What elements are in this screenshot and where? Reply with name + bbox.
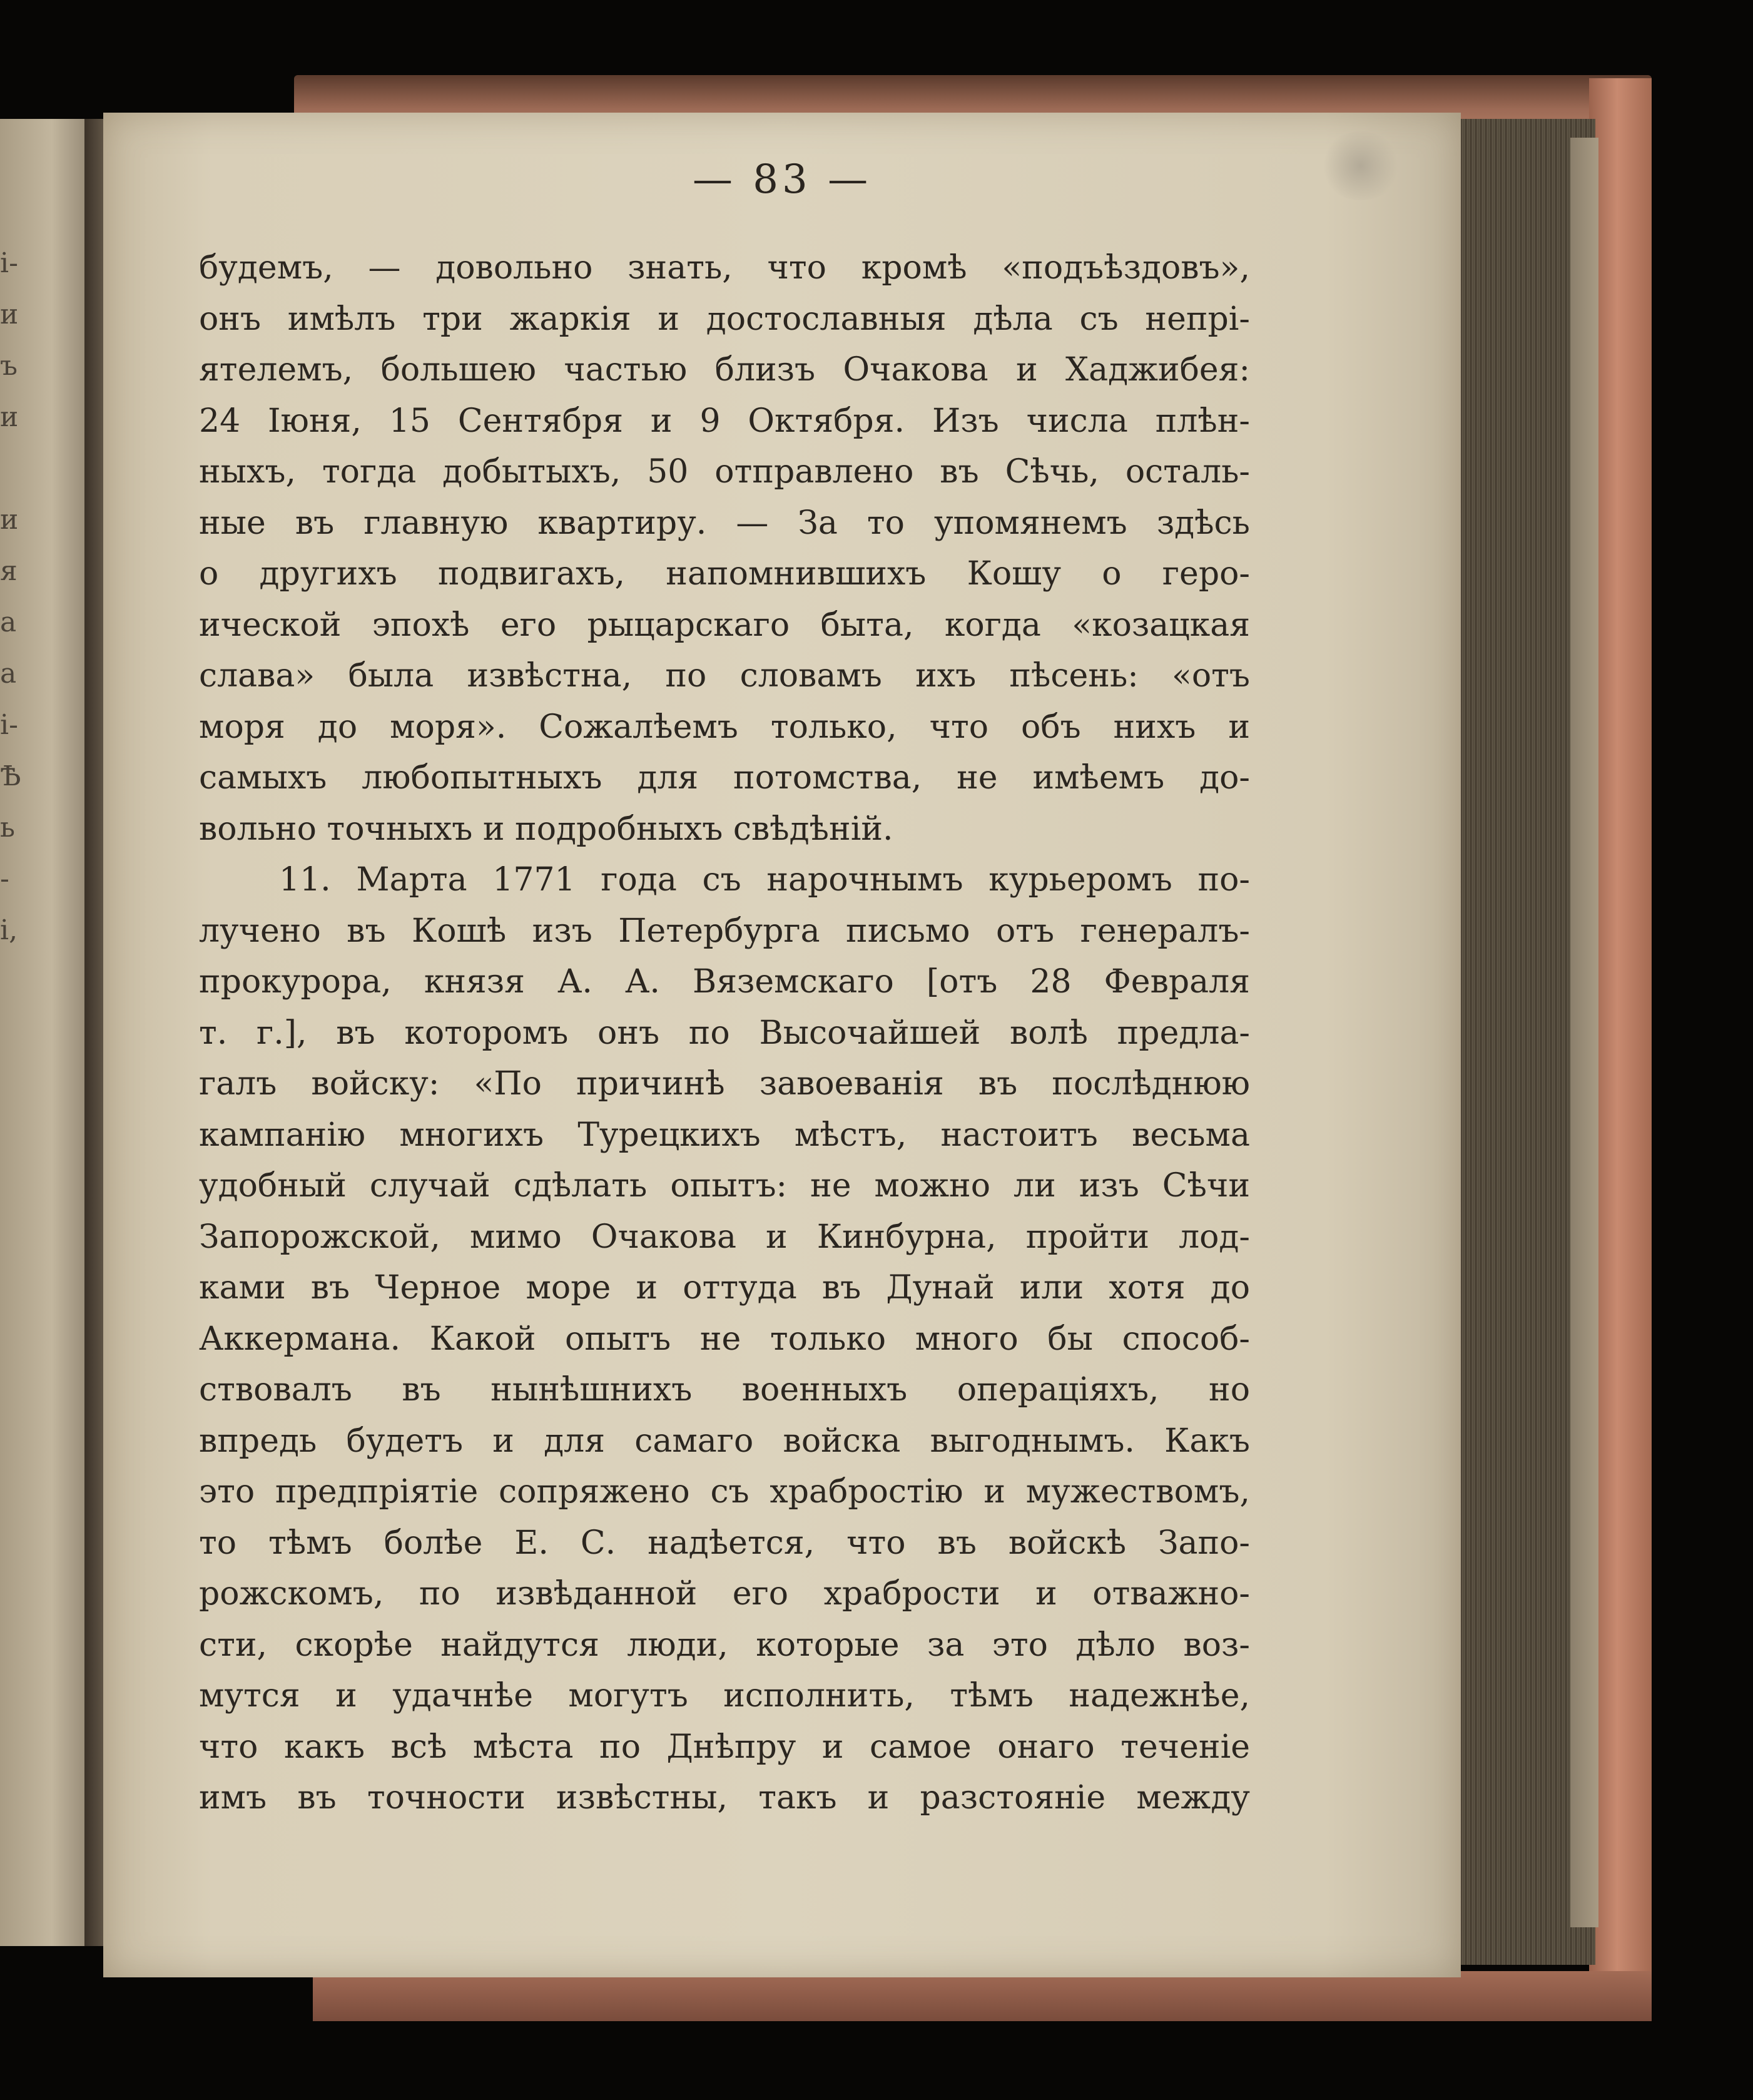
page-edge-highlight: [1570, 138, 1598, 1927]
text-line: то тѣмъ болѣе Е. С. надѣется, что въ войскѣ Запо-: [199, 1524, 1250, 1562]
text-line: самыхъ любопытныхъ для потомства, не имѣемъ до-: [199, 759, 1250, 797]
text-line: слава» была извѣстна, по словамъ ихъ пѣсень: «отъ: [199, 657, 1250, 695]
text-line: онъ имѣлъ три жаркія и достославныя дѣла съ непрі-: [199, 300, 1250, 338]
text-line: о другихъ подвигахъ, напомнившихъ Кошу о геро-: [199, 555, 1250, 593]
text-line: ической эпохѣ его рыцарскаго быта, когда «козацкая: [199, 606, 1250, 644]
text-line: т. г.], въ которомъ онъ по Высочайшей волѣ предла-: [199, 1014, 1250, 1052]
left-fragment: ь: [0, 812, 15, 844]
left-fragment: Ѣ: [0, 760, 21, 792]
body-text: [199, 243, 1250, 1824]
text-line: 24 Іюня, 15 Сентября и 9 Октября. Изъ числа плѣн-: [199, 402, 1250, 440]
left-fragment: -: [0, 863, 9, 895]
text-line: моря до моря». Сожалѣемъ только, что объ нихъ и: [199, 708, 1250, 746]
text-line: ствовалъ въ нынѣшнихъ военныхъ операціяхъ, но: [199, 1371, 1250, 1409]
text-line: будемъ, — довольно знать, что кромѣ «подъѣздовъ»,: [199, 249, 1250, 287]
left-fragment: а: [0, 658, 17, 690]
left-fragment: и: [0, 504, 19, 536]
paragraph-start-line: 11. Марта 1771 года съ нарочнымъ курьеромъ по-: [279, 861, 1250, 899]
left-fragment: я: [0, 555, 18, 587]
text-line: ятелемъ, большею частью близъ Очакова и Хаджибея:: [199, 351, 1250, 389]
text-line: кампанію многихъ Турецкихъ мѣстъ, настоитъ весьма: [199, 1116, 1250, 1154]
left-fragment: и: [0, 298, 19, 330]
text-line: что какъ всѣ мѣста по Днѣпру и самое онаго теченіе: [199, 1728, 1250, 1766]
left-fragment: [0, 443, 25, 494]
text-line: ныхъ, тогда добытыхъ, 50 отправлено въ Сѣчь, осталь-: [199, 453, 1250, 491]
text-line: галъ войску: «По причинѣ завоеванія въ послѣднюю: [199, 1065, 1250, 1103]
text-line: Аккермана. Какой опытъ не только много бы способ-: [199, 1320, 1250, 1358]
text-line: Запорожской, мимо Очакова и Кинбурна, пройти лод-: [199, 1218, 1250, 1256]
text-line: это предпріятіе сопряжено съ храбростію и мужествомъ,: [199, 1473, 1250, 1511]
book-cover-right: [1589, 78, 1652, 2012]
left-fragment: и: [0, 401, 19, 433]
left-fragment: ъ: [0, 350, 18, 382]
left-page-fragments: [0, 238, 25, 956]
paragraph-end-line: вольно точныхъ и подробныхъ свѣдѣній.: [199, 810, 893, 848]
text-line: удобный случай сдѣлать опытъ: не можно ли изъ Сѣчи: [199, 1167, 1250, 1205]
page-number: — 83 —: [692, 156, 872, 203]
left-fragment: а: [0, 606, 17, 638]
text-line: впредь будетъ и для самаго войска выгоднымъ. Какъ: [199, 1422, 1250, 1460]
left-fragment: і-: [0, 709, 18, 741]
text-line: мутся и удачнѣе могутъ исполнить, тѣмъ надежнѣе,: [199, 1677, 1250, 1715]
left-fragment: і,: [0, 914, 18, 946]
left-fragment: і-: [0, 247, 18, 279]
text-line: имъ въ точности извѣстны, такъ и разстояніе между: [199, 1779, 1250, 1817]
text-line: лучено въ Кошѣ изъ Петербурга письмо отъ генералъ-: [199, 912, 1250, 950]
text-line: ные въ главную квартиру. — За то упомянемъ здѣсь: [199, 504, 1250, 542]
text-line: ками въ Черное море и оттуда въ Дунай или хотя до: [199, 1269, 1250, 1307]
text-line: сти, скорѣе найдутся люди, которые за это дѣло воз-: [199, 1626, 1250, 1664]
text-line: прокурора, князя А. А. Вяземскаго [отъ 28 Февраля: [199, 963, 1250, 1001]
book-cover-bottom: [313, 1971, 1652, 2021]
text-line: рожскомъ, по извѣданной его храбрости и отважно-: [199, 1575, 1250, 1613]
